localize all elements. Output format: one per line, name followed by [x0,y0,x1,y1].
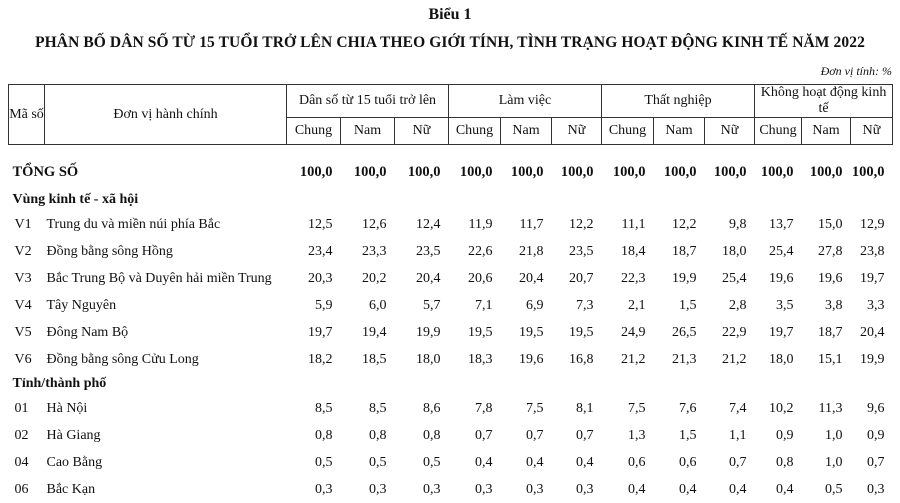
value-cell: 0,8 [369,427,387,443]
value-cell: 100,0 [809,163,843,180]
population-table [8,84,893,503]
total-label: TỔNG SỐ [12,163,79,180]
row-code: V4 [14,297,32,313]
value-cell: 19,7 [860,270,885,286]
subheader-female: Nữ [851,118,893,145]
row-name: Tây Nguyên [46,297,117,313]
row-name: Bắc Kạn [46,481,96,497]
row-name: Bắc Trung Bộ và Duyên hải miền Trung [46,270,272,286]
value-cell: 100,0 [560,163,594,180]
value-cell: 7,8 [475,400,493,416]
table-row [9,211,893,238]
value-cell: 19,7 [769,324,794,340]
value-cell: 3,8 [825,297,843,313]
subheader-total: Chung [602,118,654,145]
row-name: Trung du và miền núi phía Bắc [46,216,221,232]
value-cell: 19,7 [308,324,333,340]
value-cell: 12,6 [362,216,387,232]
total-row [9,149,893,189]
value-cell: 1,0 [825,427,843,443]
row-name: Hà Giang [46,427,101,443]
value-cell: 12,9 [860,216,885,232]
value-cell: 10,2 [769,400,794,416]
value-cell: 0,4 [679,481,697,497]
value-cell: 25,4 [722,270,747,286]
subheader-male: Nam [802,118,851,145]
value-cell: 18,5 [362,351,387,367]
row-code: 01 [14,400,29,416]
row-code: 06 [14,481,29,497]
value-cell: 0,9 [776,427,794,443]
row-code: V3 [14,270,32,286]
value-cell: 11,7 [519,216,544,232]
value-cell: 3,3 [867,297,885,313]
value-cell: 1,0 [825,454,843,470]
row-name: Đồng bằng sông Cửu Long [46,351,199,367]
value-cell: 100,0 [353,163,387,180]
value-cell: 100,0 [663,163,697,180]
row-code: V1 [14,216,32,232]
value-cell: 0,3 [867,481,885,497]
value-cell: 27,8 [818,243,843,259]
value-cell: 7,3 [576,297,594,313]
value-cell: 0,3 [526,481,544,497]
header-code: Mã số [9,85,45,145]
value-cell: 1,5 [679,297,697,313]
value-cell: 15,1 [818,351,843,367]
value-cell: 8,1 [576,400,594,416]
section-label: Vùng kinh tế - xã hội [12,192,139,207]
subheader-male: Nam [341,118,395,145]
value-cell: 19,9 [672,270,697,286]
row-name: Đồng bằng sông Hồng [46,243,173,259]
value-cell: 19,5 [519,324,544,340]
value-cell: 20,3 [308,270,333,286]
value-cell: 5,9 [315,297,333,313]
value-cell: 0,5 [315,454,333,470]
value-cell: 20,4 [519,270,544,286]
row-code: 04 [14,454,29,470]
subheader-female: Nữ [705,118,755,145]
table-row [9,449,893,476]
value-cell: 0,9 [867,427,885,443]
table-row [9,476,893,503]
value-cell: 16,8 [569,351,594,367]
value-cell: 0,8 [776,454,794,470]
value-cell: 2,8 [729,297,747,313]
value-cell: 100,0 [713,163,747,180]
table-row [9,265,893,292]
header-group-inactive: Không hoạt động kinh tế [755,85,893,118]
value-cell: 24,9 [621,324,646,340]
value-cell: 7,4 [729,400,747,416]
value-cell: 0,3 [423,481,441,497]
value-cell: 0,6 [628,454,646,470]
table-row [9,395,893,422]
value-cell: 19,5 [569,324,594,340]
value-cell: 0,5 [369,454,387,470]
table-row [9,422,893,449]
value-cell: 19,6 [769,270,794,286]
value-cell: 100,0 [459,163,493,180]
value-cell: 6,9 [526,297,544,313]
value-cell: 26,5 [672,324,697,340]
value-cell: 0,8 [423,427,441,443]
value-cell: 6,0 [369,297,387,313]
value-cell: 18,7 [672,243,697,259]
value-cell: 11,3 [818,400,843,416]
value-cell: 9,6 [867,400,885,416]
caption: Biểu 1 [428,6,472,23]
value-cell: 20,4 [416,270,441,286]
value-cell: 19,9 [416,324,441,340]
value-cell: 15,0 [818,216,843,232]
row-code: V5 [14,324,32,340]
value-cell: 7,1 [475,297,493,313]
value-cell: 100,0 [407,163,441,180]
value-cell: 18,2 [308,351,333,367]
value-cell: 19,5 [468,324,493,340]
value-cell: 22,3 [621,270,646,286]
value-cell: 8,6 [423,400,441,416]
value-cell: 20,7 [569,270,594,286]
header-group-unemployed: Thất nghiệp [602,85,755,118]
value-cell: 8,5 [315,400,333,416]
value-cell: 25,4 [769,243,794,259]
value-cell: 7,5 [526,400,544,416]
value-cell: 18,0 [769,351,794,367]
value-cell: 22,9 [722,324,747,340]
value-cell: 12,4 [416,216,441,232]
subheader-total: Chung [287,118,341,145]
value-cell: 8,5 [369,400,387,416]
header-group-population: Dân số từ 15 tuổi trở lên [287,85,449,118]
row-name: Đông Nam Bộ [46,324,129,340]
value-cell: 0,7 [475,427,493,443]
table-row [9,238,893,265]
section-header-row [9,373,893,395]
value-cell: 100,0 [851,163,885,180]
value-cell: 12,5 [308,216,333,232]
value-cell: 21,2 [621,351,646,367]
header-unit-name: Đơn vị hành chính [45,85,287,145]
subheader-male: Nam [654,118,705,145]
value-cell: 0,5 [423,454,441,470]
value-cell: 23,5 [416,243,441,259]
value-cell: 7,6 [679,400,697,416]
value-cell: 1,5 [679,427,697,443]
value-cell: 100,0 [299,163,333,180]
subheader-total: Chung [755,118,802,145]
value-cell: 1,3 [628,427,646,443]
value-cell: 0,7 [867,454,885,470]
value-cell: 19,6 [519,351,544,367]
value-cell: 19,9 [860,351,885,367]
section-label: Tỉnh/thành phố [12,376,107,391]
value-cell: 21,8 [519,243,544,259]
value-cell: 2,1 [628,297,646,313]
value-cell: 0,4 [776,481,794,497]
value-cell: 20,6 [468,270,493,286]
value-cell: 11,1 [621,216,646,232]
value-cell: 5,7 [423,297,441,313]
value-cell: 0,3 [315,481,333,497]
subheader-total: Chung [449,118,501,145]
value-cell: 18,4 [621,243,646,259]
value-cell: 18,0 [416,351,441,367]
value-cell: 0,3 [369,481,387,497]
value-cell: 0,4 [576,454,594,470]
value-cell: 0,7 [576,427,594,443]
value-cell: 23,5 [569,243,594,259]
value-cell: 20,2 [362,270,387,286]
value-cell: 0,6 [679,454,697,470]
value-cell: 11,9 [468,216,493,232]
subheader-female: Nữ [552,118,602,145]
section-header-row [9,189,893,211]
value-cell: 18,7 [818,324,843,340]
value-cell: 0,7 [729,454,747,470]
value-cell: 0,8 [315,427,333,443]
unit-note: Đơn vị tính: % [820,64,892,78]
value-cell: 0,5 [825,481,843,497]
value-cell: 21,3 [672,351,697,367]
value-cell: 18,0 [722,243,747,259]
value-cell: 22,6 [468,243,493,259]
value-cell: 100,0 [510,163,544,180]
value-cell: 23,4 [308,243,333,259]
value-cell: 0,4 [526,454,544,470]
table-row [9,346,893,373]
row-name: Hà Nội [46,400,88,416]
value-cell: 0,4 [729,481,747,497]
value-cell: 18,3 [468,351,493,367]
value-cell: 13,7 [769,216,794,232]
row-code: V6 [14,351,32,367]
table-row [9,292,893,319]
value-cell: 20,4 [860,324,885,340]
row-code: 02 [14,427,29,443]
value-cell: 23,8 [860,243,885,259]
value-cell: 0,3 [475,481,493,497]
value-cell: 23,3 [362,243,387,259]
value-cell: 100,0 [760,163,794,180]
value-cell: 0,7 [526,427,544,443]
table-title: PHÂN BỐ DÂN SỐ TỪ 15 TUỔI TRỞ LÊN CHIA THEO GIỚI TÍNH, TÌNH TRẠNG HOẠT ĐỘNG KINH TẾ NĂM 2022 [35,34,865,51]
row-name: Cao Bằng [46,454,103,470]
value-cell: 12,2 [672,216,697,232]
subheader-female: Nữ [395,118,449,145]
value-cell: 1,1 [729,427,747,443]
value-cell: 0,3 [576,481,594,497]
value-cell: 9,8 [729,216,747,232]
value-cell: 7,5 [628,400,646,416]
value-cell: 3,5 [776,297,794,313]
value-cell: 0,4 [628,481,646,497]
value-cell: 12,2 [569,216,594,232]
value-cell: 0,4 [475,454,493,470]
value-cell: 19,6 [818,270,843,286]
table-row [9,319,893,346]
row-code: V2 [14,243,32,259]
header-group-employed: Làm việc [449,85,602,118]
value-cell: 100,0 [612,163,646,180]
value-cell: 21,2 [722,351,747,367]
subheader-male: Nam [501,118,552,145]
value-cell: 19,4 [362,324,387,340]
